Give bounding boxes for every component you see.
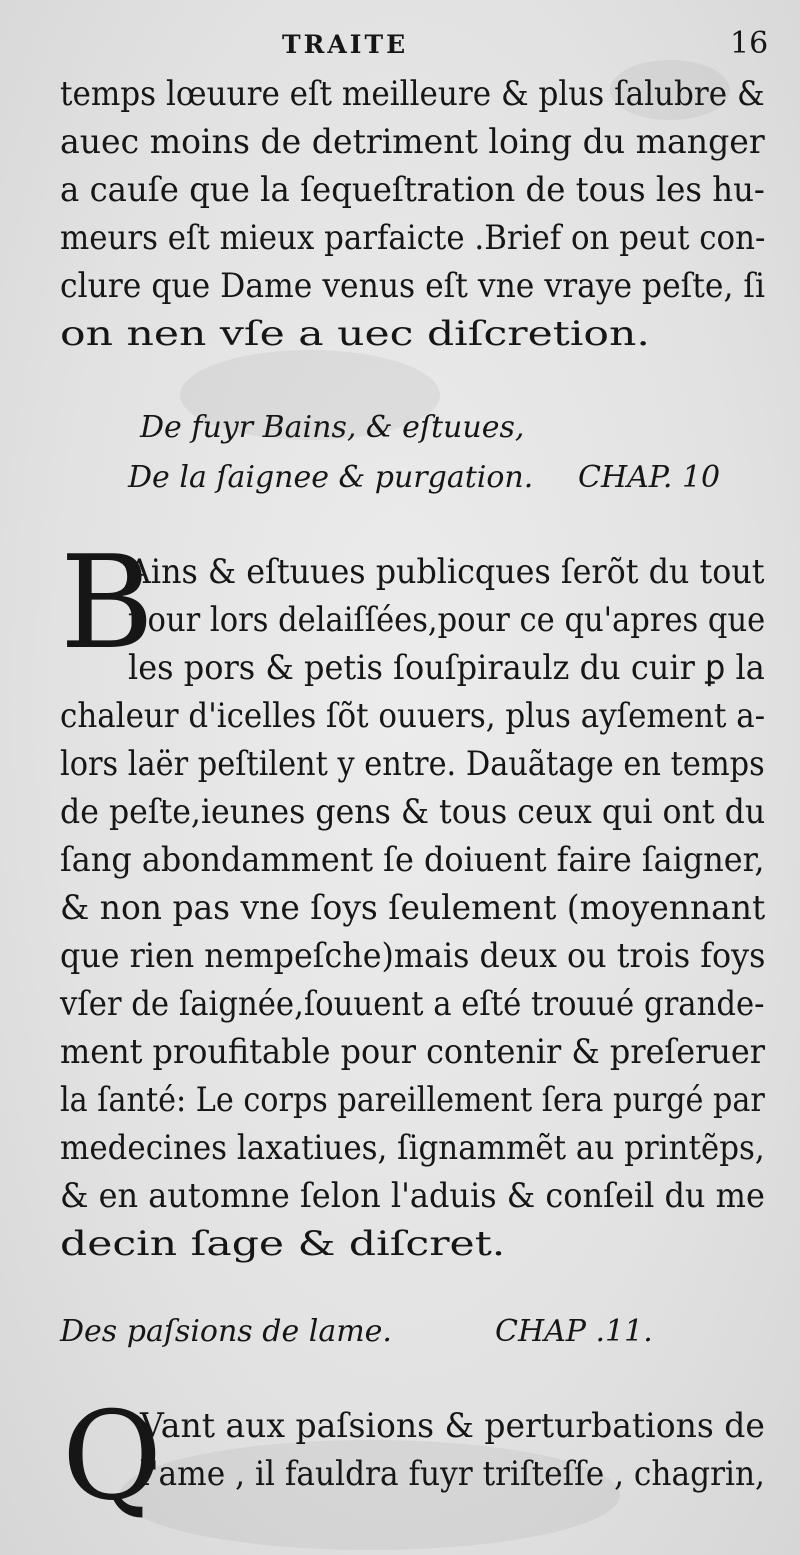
text-line: les pors & petis ſouſpiraulz du cuir ꝑ la — [128, 648, 765, 688]
chapter-title: De la ſaignee & purgation. — [128, 460, 534, 495]
text-line: pour lors delaiſſées,pour ce qu'apres que — [128, 600, 766, 640]
text-line: l'ame , il fauldra fuyr triſteſſe , chagrin, — [140, 1454, 765, 1494]
text-line: meurs eſt mieux parfaicte .Brief on peut con- — [60, 218, 766, 258]
text-line: lors laër peſtilent y entre. Dauãtage en temps — [60, 744, 765, 784]
text-line: & en automne ſelon l'aduis & conſeil du me — [60, 1176, 765, 1216]
text-line: que rien nempeſche)mais deux ou trois foys — [60, 936, 766, 976]
text-line: de peſte,ieunes gens & tous ceux qui ont du — [60, 792, 766, 832]
text-line: la ſanté: Le corps pareillement ſera purgé par — [60, 1080, 765, 1120]
text-line: auec moins de detriment loing du manger — [60, 122, 765, 162]
drop-cap: Q — [62, 1385, 163, 1527]
chapter-title: Des paſsions de lame. — [60, 1314, 392, 1349]
text-line: on nen vſe a uec diſcretion. — [60, 314, 650, 354]
page-header — [0, 26, 800, 70]
text-line: vſer de ſaignée,ſouuent a eſté trouué grande- — [60, 984, 765, 1024]
text-line: ſang abondamment ſe doiuent faire ſaigner, — [60, 840, 765, 880]
text-line: Vant aux paſsions & perturbations de — [140, 1406, 765, 1446]
chapter-label: CHAP .11. — [495, 1314, 653, 1349]
running-head: TRAITE — [282, 30, 409, 59]
drop-cap: B — [60, 529, 155, 678]
chapter-title: De fuyr Bains, & eſtuues, — [140, 410, 525, 445]
text-line: ment proufitable pour contenir & preſeruer — [60, 1032, 765, 1072]
text-line: temps lœuure eſt meilleure & plus ſalubre & — [60, 74, 765, 114]
text-line: & non pas vne ſoys ſeulement (moyennant — [60, 888, 766, 928]
page-number: 16 — [730, 26, 769, 61]
text-line: a cauſe que la ſequeſtration de tous les hu- — [60, 170, 765, 210]
text-line: clure que Dame venus eſt vne vraye peſte, ſi — [60, 266, 766, 306]
text-line: chaleur d'icelles ſõt ouuers, plus ayſement a- — [60, 696, 766, 736]
text-line: medecines laxatiues, ſignammẽt au printẽps, — [60, 1128, 765, 1168]
chapter-label: CHAP. 10 — [578, 460, 721, 495]
text-line: Ains & eſtuues publicques ſerõt du tout — [128, 552, 765, 592]
text-line: decin ſage & diſcret. — [60, 1224, 506, 1264]
